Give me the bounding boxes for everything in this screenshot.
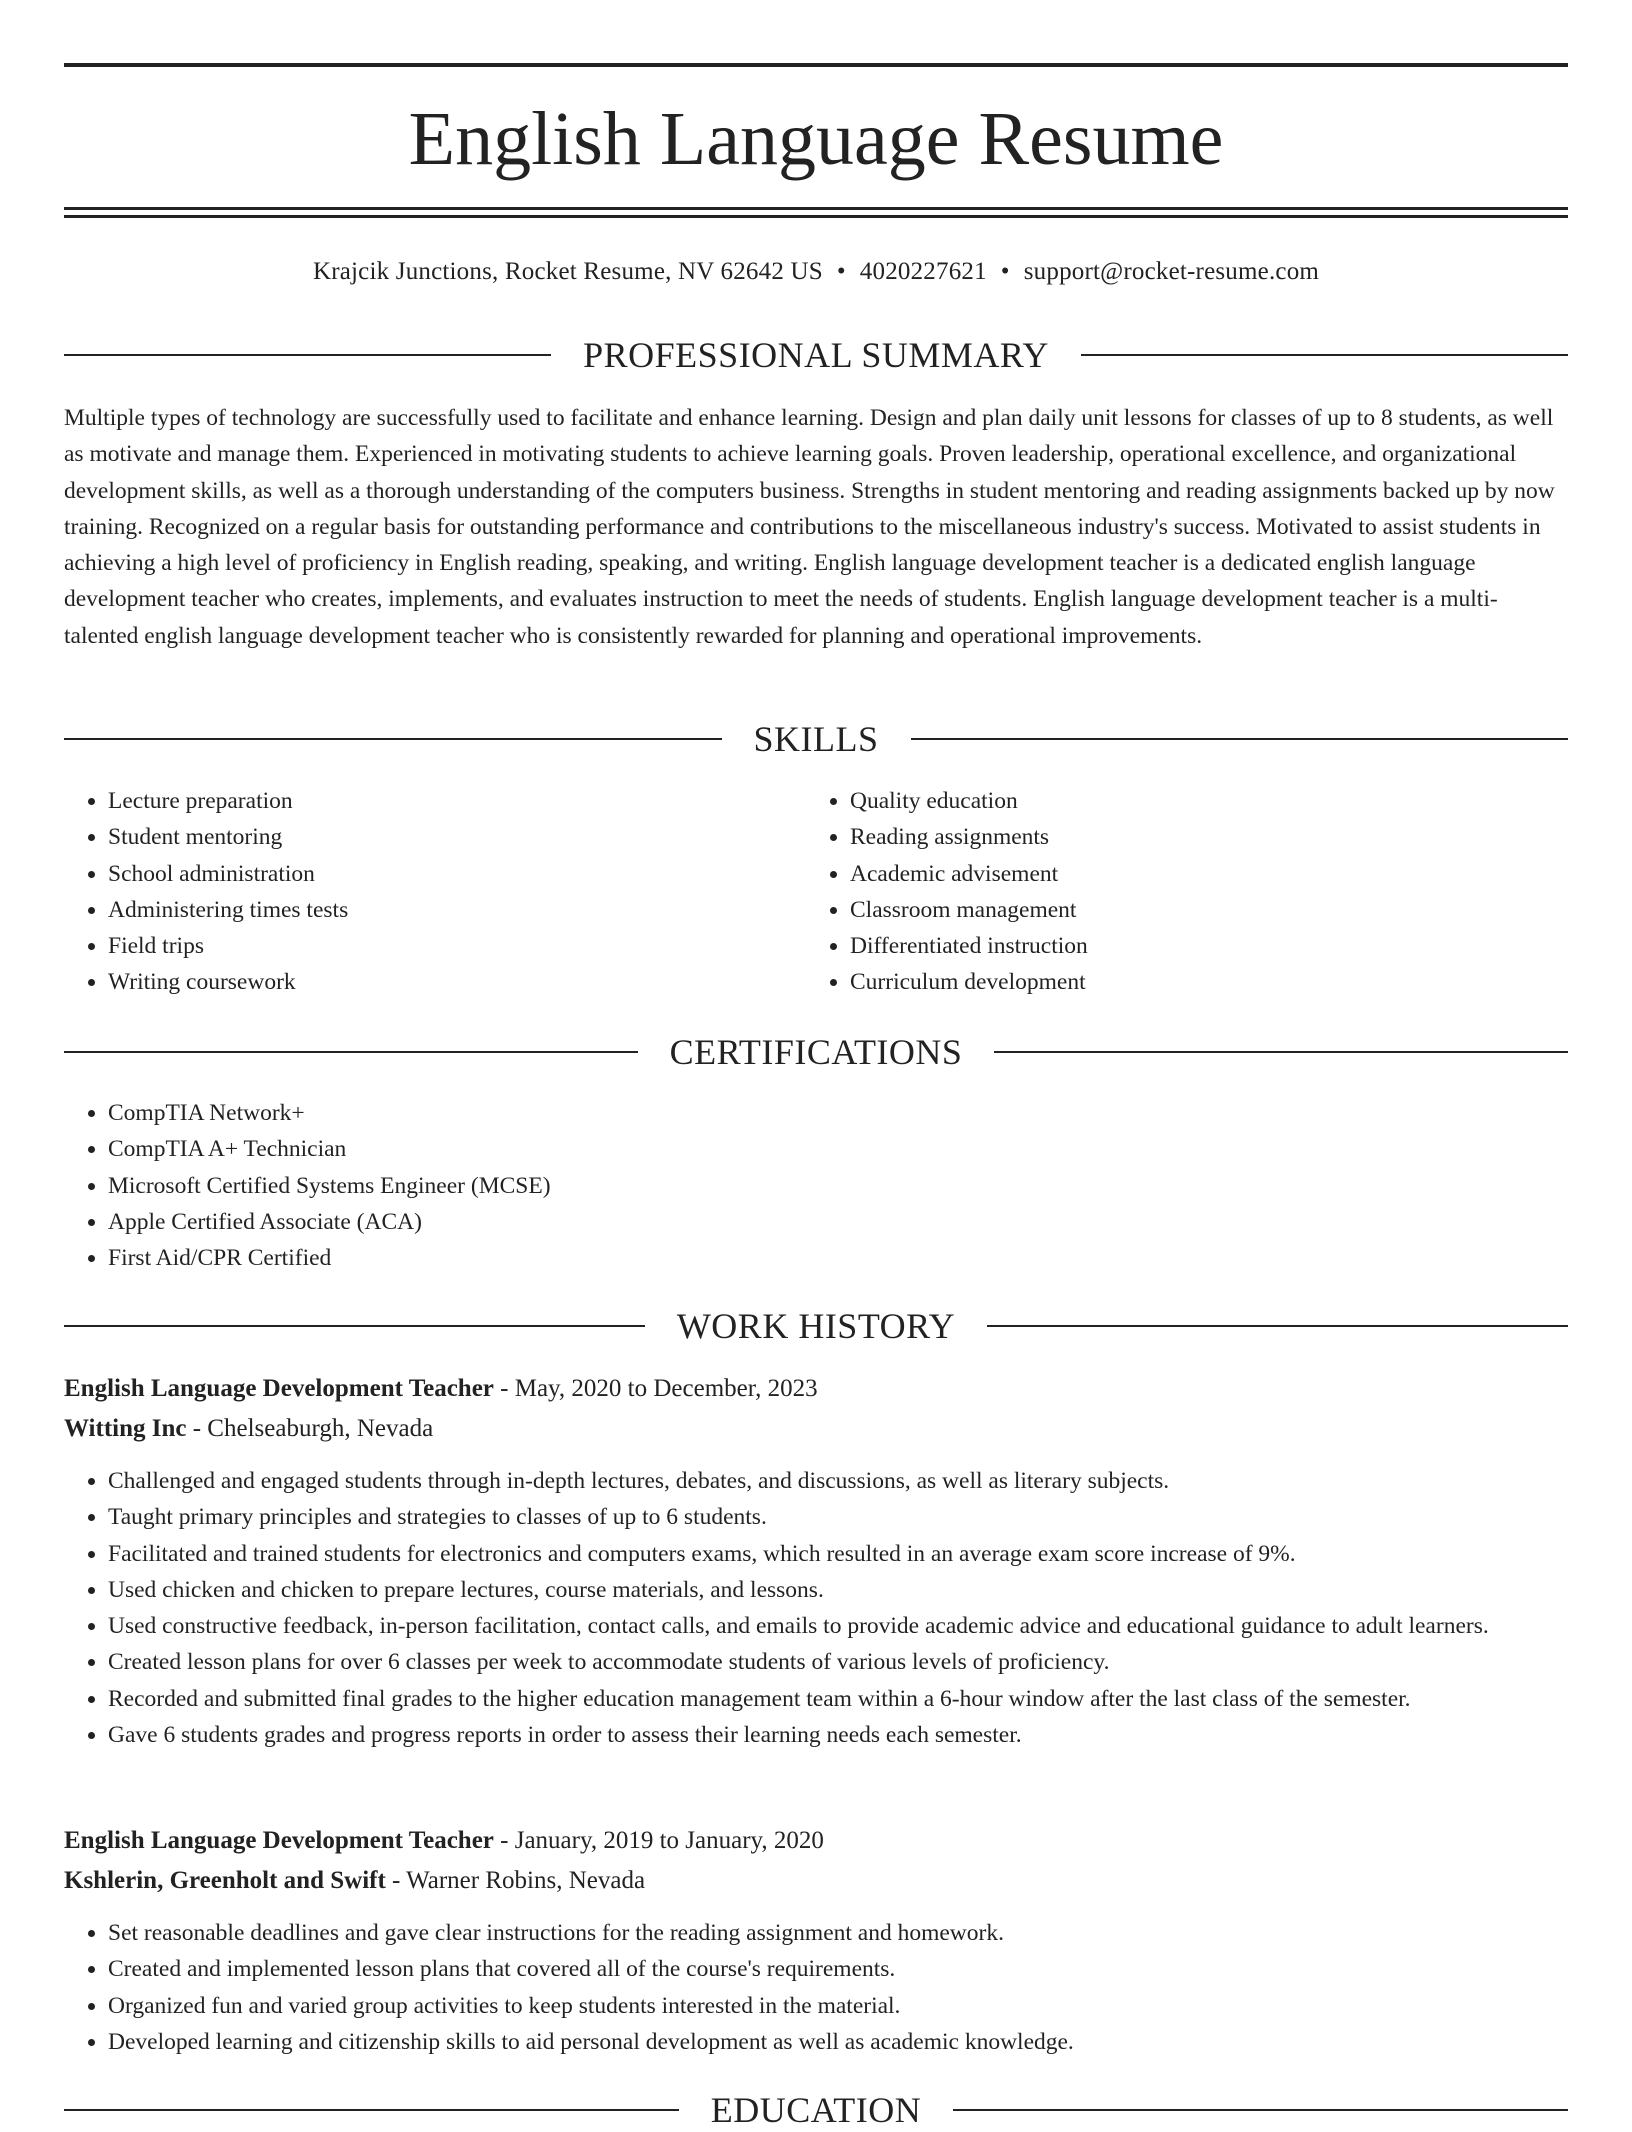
certification-item: • First Aid/CPR Certified (108, 1240, 1612, 1276)
skill-item: • School administration (108, 856, 808, 892)
contact-address: Krajcik Junctions, Rocket Resume, NV 62642 US (312, 258, 823, 285)
heading-rule (64, 738, 722, 740)
job-location: - Chelseaburgh, Nevada (186, 1415, 434, 1442)
job-bullet: • Challenged and engaged students through in-depth lectures, debates, and discussions, as well as literary subjects. (108, 1463, 1568, 1499)
title-rule-lower (64, 215, 1568, 218)
professional-summary: Multiple types of technology are successfully used to facilitate and enhance learning. Design and plan daily unit lessons for classes of up to 8 students, as well as motivate and manage them. Experienced in motivating students to achieve learning goals. Proven leadership, operational excellence, and organizational development skills, as well as a thorough understanding of the computers business. Strengths in student mentoring and reading assignments backed up by now training. Recognized on a regular basis for outstanding performance and contributions to the miscellaneous industry's success. Motivated to assist students in achieving a high level of proficiency in English reading, speaking, and writing. English language development teacher is a dedicated english language development teacher who creates, implements, and evaluates instruction to meet the needs of students. English language development teacher is a multi-talented english language development teacher who is consistently rewarded for planning and operational improvements. (64, 405, 1555, 649)
section-heading-summary (64, 333, 1568, 377)
job-company: Witting Inc (64, 1415, 187, 1442)
contact-separator: • (836, 258, 846, 285)
skill-item: • Student mentoring (108, 819, 808, 855)
heading-rule (911, 738, 1569, 740)
job-bullet: • Created and implemented lesson plans that covered all of the course's requirements. (108, 1951, 1568, 1987)
title-rule-upper (64, 207, 1568, 210)
job-bullet: • Used chicken and chicken to prepare lectures, course materials, and lessons. (108, 1572, 1568, 1608)
skill-item: • Reading assignments (850, 819, 1550, 855)
job-company: Kshlerin, Greenholt and Swift (64, 1867, 386, 1894)
skills-list-right (806, 783, 1550, 1001)
contact-email[interactable]: support@rocket-resume.com (1023, 258, 1320, 285)
heading-rule (1081, 354, 1568, 356)
heading-rule (987, 1325, 1568, 1327)
job-bullet: • Used constructive feedback, in-person facilitation, contact calls, and emails to provide academic advice and educational guidance to adult learners. (108, 1608, 1568, 1644)
section-title: PROFESSIONAL SUMMARY (583, 335, 1049, 375)
section-title: WORK HISTORY (676, 1306, 956, 1346)
section-heading-work-history (64, 1304, 1568, 1348)
section-heading-skills (64, 717, 1568, 761)
job-title: English Language Development Teacher (64, 1827, 494, 1854)
section-heading-education (64, 2088, 1568, 2132)
contact-phone: 4020227621 (859, 258, 987, 285)
section-title: CERTIFICATIONS (669, 1032, 963, 1072)
heading-rule (953, 2109, 1568, 2111)
skill-item: • Administering times tests (108, 892, 808, 928)
heading-rule (64, 354, 551, 356)
job-company-line (64, 1863, 1568, 1899)
skill-item: • Classroom management (850, 892, 1550, 928)
skill-item: • Field trips (108, 928, 808, 964)
contact-separator: • (1000, 258, 1010, 285)
job-bullet: • Created lesson plans for over 6 classes per week to accommodate students of various levels of proficiency. (108, 1644, 1568, 1680)
section-title: SKILLS (753, 719, 879, 759)
job-title-line (64, 1823, 1568, 1859)
job-bullet: • Facilitated and trained students for electronics and computers exams, which resulted in an average exam score increase of 9%. (108, 1536, 1568, 1572)
certification-item: • CompTIA Network+ (108, 1095, 1612, 1131)
certification-item: • Microsoft Certified Systems Engineer (MCSE) (108, 1168, 1612, 1204)
certifications-list (64, 1095, 1612, 1276)
skills-list-left (64, 783, 808, 1001)
skill-item: • Quality education (850, 783, 1550, 819)
heading-rule (64, 2109, 679, 2111)
job-title: English Language Development Teacher (64, 1375, 494, 1402)
heading-rule (994, 1051, 1568, 1053)
skill-item: • Differentiated instruction (850, 928, 1550, 964)
section-heading-certifications (64, 1030, 1568, 1074)
heading-rule (64, 1325, 645, 1327)
job-bullet: • Taught primary principles and strategies to classes of up to 6 students. (108, 1499, 1568, 1535)
certification-item: • Apple Certified Associate (ACA) (108, 1204, 1612, 1240)
job-title-line (64, 1371, 1568, 1407)
top-rule (64, 63, 1568, 67)
skill-item: • Academic advisement (850, 856, 1550, 892)
job-bullet: • Set reasonable deadlines and gave clear instructions for the reading assignment and homework. (108, 1915, 1568, 1951)
section-title: EDUCATION (710, 2090, 922, 2130)
job-dates: - May, 2020 to December, 2023 (493, 1375, 818, 1402)
job-bullets (64, 1463, 1568, 1753)
skill-item: • Curriculum development (850, 964, 1550, 1000)
job-bullet: • Developed learning and citizenship skills to aid personal development as well as academic knowledge. (108, 2024, 1568, 2060)
job-bullet: • Recorded and submitted final grades to the higher education management team within a 6-hour window after the last class of the semester. (108, 1681, 1568, 1717)
contact-line (0, 254, 1632, 290)
resume-title: English Language Resume (408, 97, 1224, 181)
job-company-line (64, 1411, 1568, 1447)
certification-item: • CompTIA A+ Technician (108, 1131, 1612, 1167)
job-bullet: • Gave 6 students grades and progress reports in order to assess their learning needs each semester. (108, 1717, 1568, 1753)
job-location: - Warner Robins, Nevada (385, 1867, 646, 1894)
heading-rule (64, 1051, 638, 1053)
skill-item: • Writing coursework (108, 964, 808, 1000)
job-bullet: • Organized fun and varied group activities to keep students interested in the material. (108, 1988, 1568, 2024)
job-bullets (64, 1915, 1568, 2060)
skill-item: • Lecture preparation (108, 783, 808, 819)
job-dates: - January, 2019 to January, 2020 (493, 1827, 824, 1854)
